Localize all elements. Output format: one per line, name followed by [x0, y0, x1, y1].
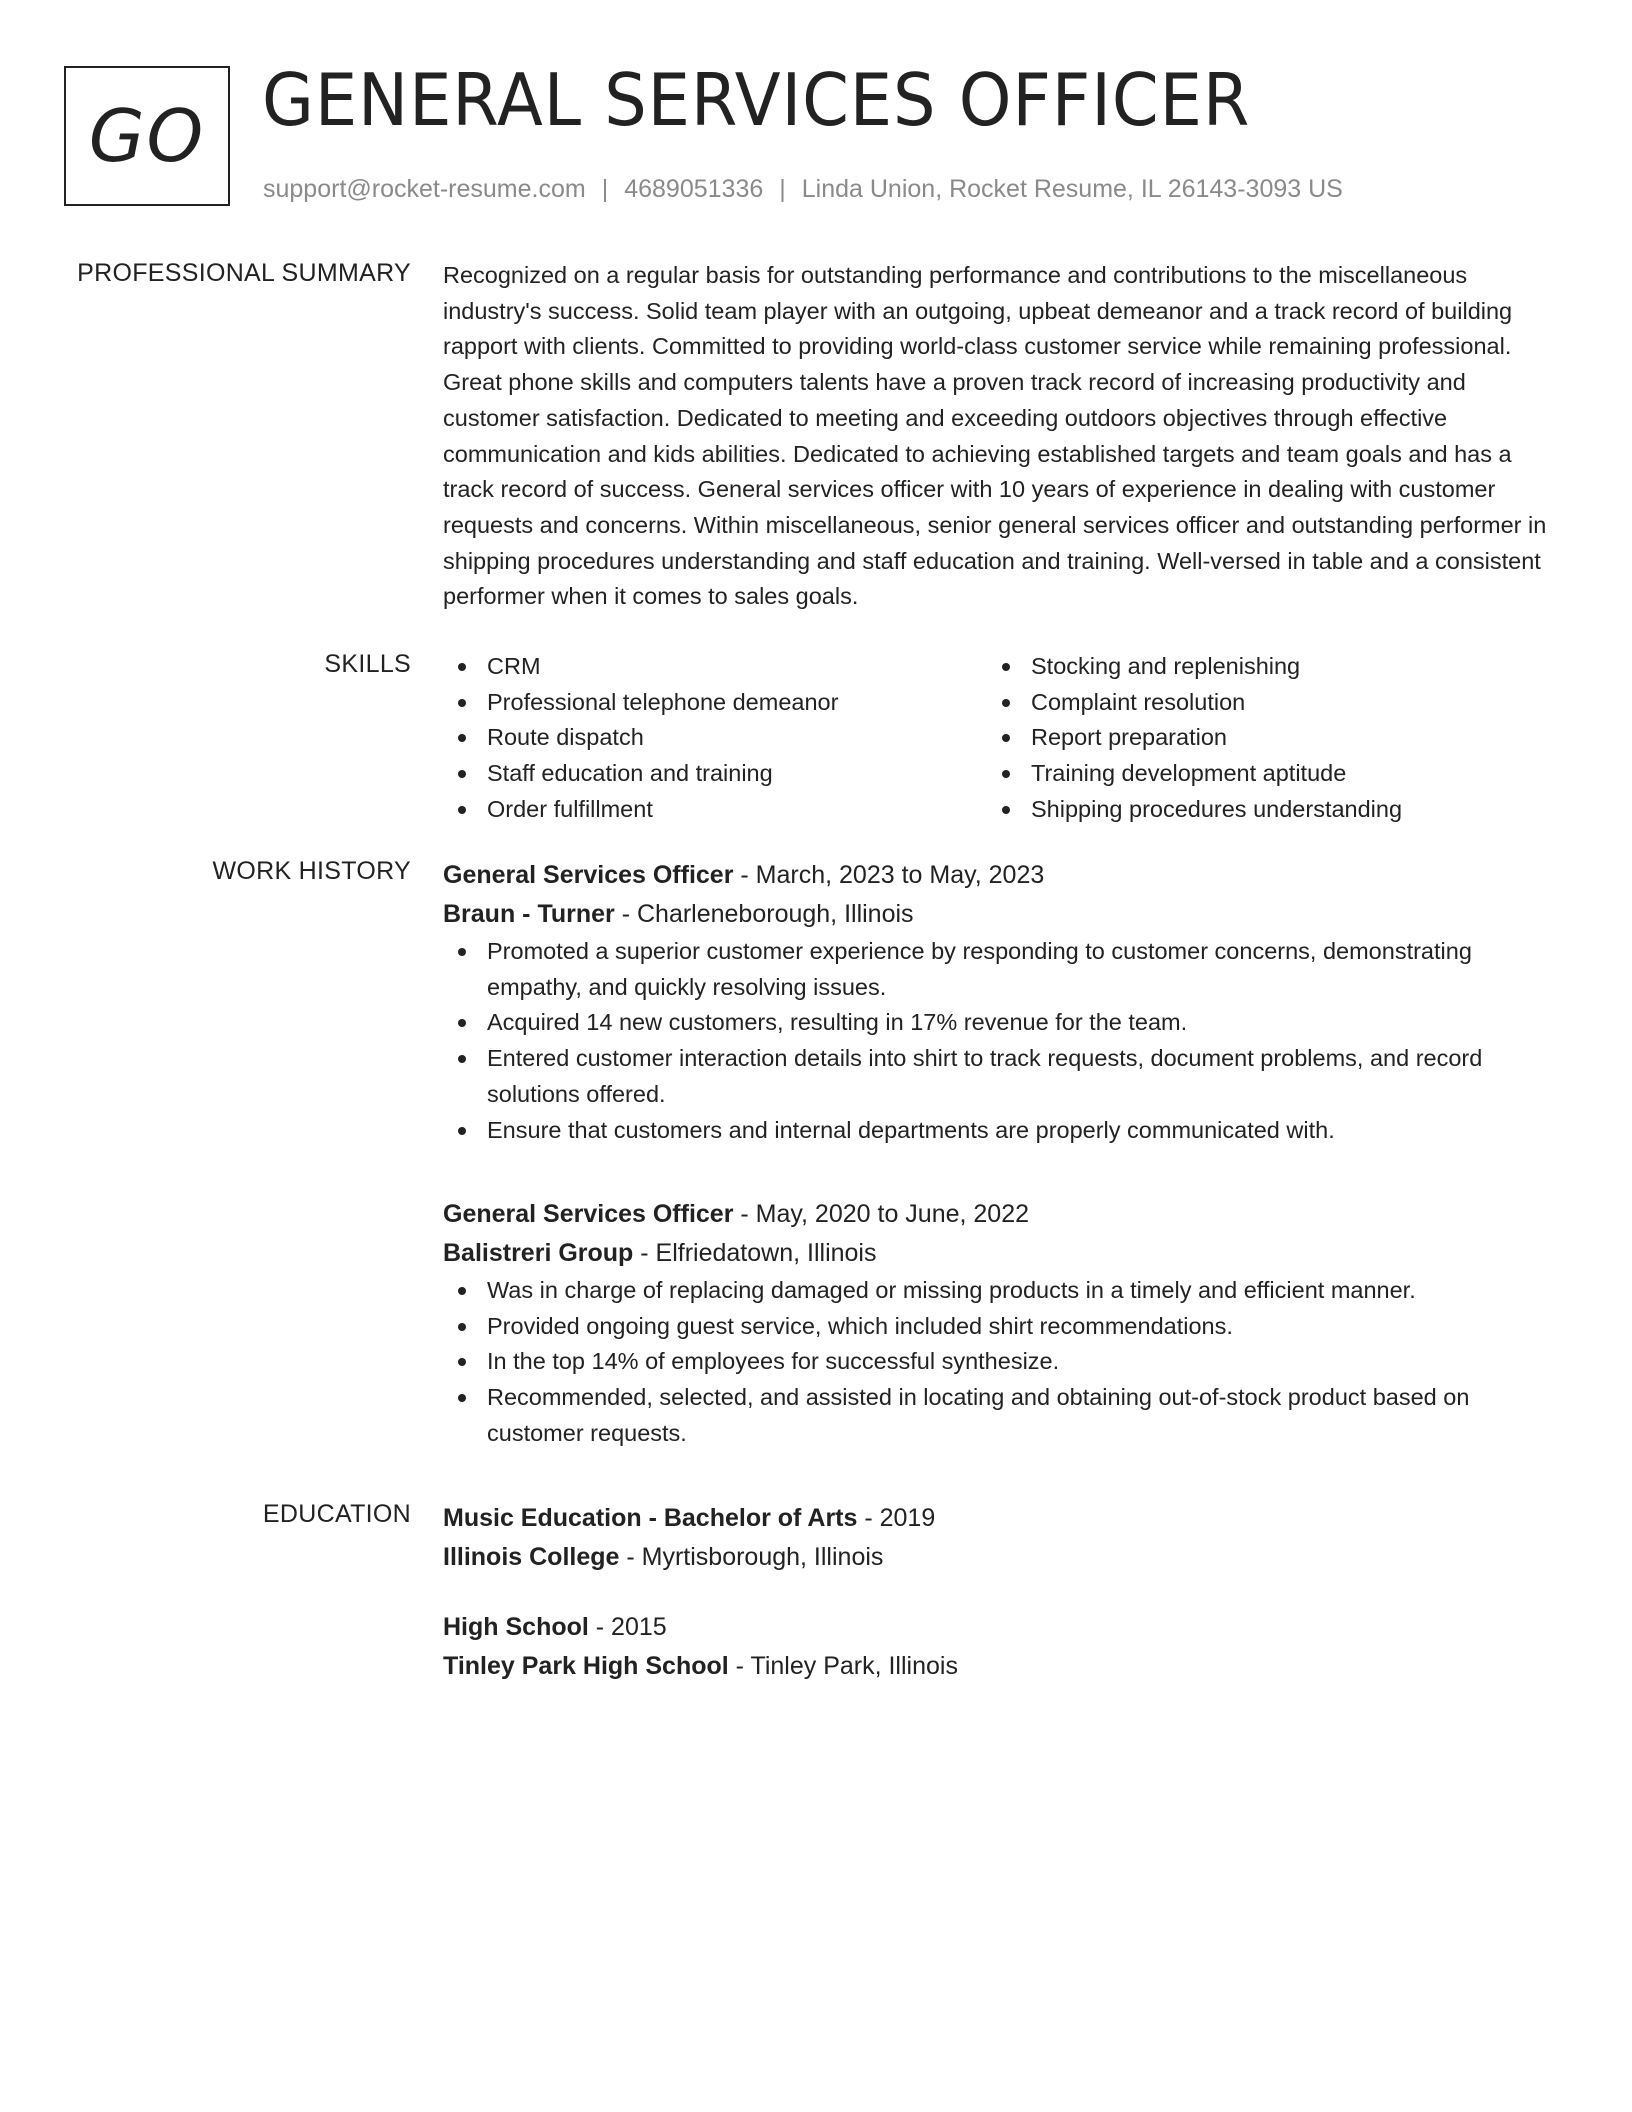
- job-duty-item: In the top 14% of employees for successful synthesize.: [443, 1344, 1553, 1380]
- degree-name: Music Education - Bachelor of Arts: [443, 1504, 858, 1532]
- job-duty-item: Was in charge of replacing damaged or missing products in a timely and efficient manner.: [443, 1273, 1553, 1309]
- degree-line: [443, 1608, 1553, 1647]
- skill-item: Training development aptitude: [987, 756, 1531, 792]
- skills-column-left: [443, 649, 987, 828]
- summary-text: Recognized on a regular basis for outstanding performance and contributions to the miscellaneous industry's success. Solid team player with an outgoing, upbeat demeanor and a track record of building rapport with clients. Committed to providing world-class customer service while remaining professional. Great phone skills and computers talents have a proven track record of increasing productivity and customer satisfaction. Dedicated to meeting and exceeding outdoors objectives through effective communication and kids abilities. Dedicated to achieving established targets and team goals and has a track record of success. General services officer with 10 years of experience in dealing with customer requests and concerns. Within miscellaneous, senior general services officer and outstanding performer in shipping procedures understanding and staff education and training. Well-versed in table and a consistent performer when it comes to sales goals.: [443, 262, 1547, 610]
- job-dates: - March, 2023 to May, 2023: [733, 861, 1045, 889]
- skill-item: Route dispatch: [443, 720, 987, 756]
- degree-line: [443, 1499, 1553, 1538]
- job-location: - Charleneborough, Illinois: [614, 900, 914, 928]
- job-employer: Braun - Turner: [443, 900, 615, 928]
- summary-body: [443, 258, 1553, 615]
- job-employer-line: [443, 1234, 1553, 1273]
- contact-phone[interactable]: 4689051336: [624, 175, 764, 203]
- degree-year: - 2019: [857, 1504, 936, 1532]
- job-duty-item: Ensure that customers and internal departments are properly communicated with.: [443, 1113, 1553, 1149]
- monogram-initials: GO: [88, 94, 206, 178]
- school-line: [443, 1647, 1553, 1686]
- job-entry: [443, 1195, 1553, 1452]
- job-duty-item: Provided ongoing guest service, which included shirt recommendations.: [443, 1309, 1553, 1345]
- candidate-title: GENERAL SERVICES OFFICER: [262, 58, 1251, 142]
- school-location: - Myrtisborough, Illinois: [619, 1543, 884, 1571]
- school-name: Tinley Park High School: [443, 1652, 729, 1680]
- job-title-line: [443, 1195, 1553, 1234]
- skills-column-right: [987, 649, 1531, 828]
- job-dates: - May, 2020 to June, 2022: [733, 1200, 1030, 1228]
- section-label-skills: SKILLS: [324, 650, 411, 678]
- school-location: - Tinley Park, Illinois: [728, 1652, 958, 1680]
- job-duty-item: Entered customer interaction details into shirt to track requests, document problems, and record solutions offered.: [443, 1041, 1553, 1112]
- job-duty-item: Recommended, selected, and assisted in locating and obtaining out-of-stock product based on customer requests.: [443, 1380, 1553, 1451]
- skill-item: Order fulfillment: [443, 792, 987, 828]
- contact-line: [263, 174, 1343, 204]
- school-name: Illinois College: [443, 1543, 620, 1571]
- contact-separator: |: [779, 175, 786, 203]
- contact-separator: |: [601, 175, 609, 203]
- skill-item: Professional telephone demeanor: [443, 685, 987, 721]
- section-label-work: WORK HISTORY: [212, 857, 411, 885]
- job-employer: Balistreri Group: [443, 1239, 634, 1267]
- job-duty-item: Promoted a superior customer experience by responding to customer concerns, demonstrating empathy, and quickly resolving issues.: [443, 934, 1553, 1005]
- contact-address: Linda Union, Rocket Resume, IL 26143-3093 US: [801, 175, 1343, 203]
- job-title: General Services Officer: [443, 861, 734, 889]
- section-label-education: EDUCATION: [262, 1500, 411, 1528]
- degree-year: - 2015: [588, 1613, 667, 1641]
- skill-item: Stocking and replenishing: [987, 649, 1531, 685]
- skill-item: Complaint resolution: [987, 685, 1531, 721]
- job-duty-item: Acquired 14 new customers, resulting in 17% revenue for the team.: [443, 1005, 1553, 1041]
- skill-item: Shipping procedures understanding: [987, 792, 1531, 828]
- job-title-line: [443, 856, 1553, 895]
- education-entry: [443, 1608, 1553, 1686]
- skill-item: Report preparation: [987, 720, 1531, 756]
- job-title: General Services Officer: [443, 1200, 734, 1228]
- school-line: [443, 1538, 1553, 1577]
- monogram-box: [64, 66, 230, 206]
- education-entry: [443, 1499, 1553, 1577]
- job-entry: [443, 856, 1553, 1148]
- skills-grid: [443, 649, 1553, 828]
- section-label-summary: PROFESSIONAL SUMMARY: [77, 259, 411, 287]
- skill-item: Staff education and training: [443, 756, 987, 792]
- degree-name: High School: [443, 1613, 589, 1641]
- job-location: - Elfriedatown, Illinois: [633, 1239, 877, 1267]
- job-duties: [443, 1273, 1553, 1452]
- skill-item: CRM: [443, 649, 987, 685]
- job-duties: [443, 934, 1553, 1148]
- contact-email[interactable]: support@rocket-resume.com: [263, 175, 586, 203]
- job-employer-line: [443, 895, 1553, 934]
